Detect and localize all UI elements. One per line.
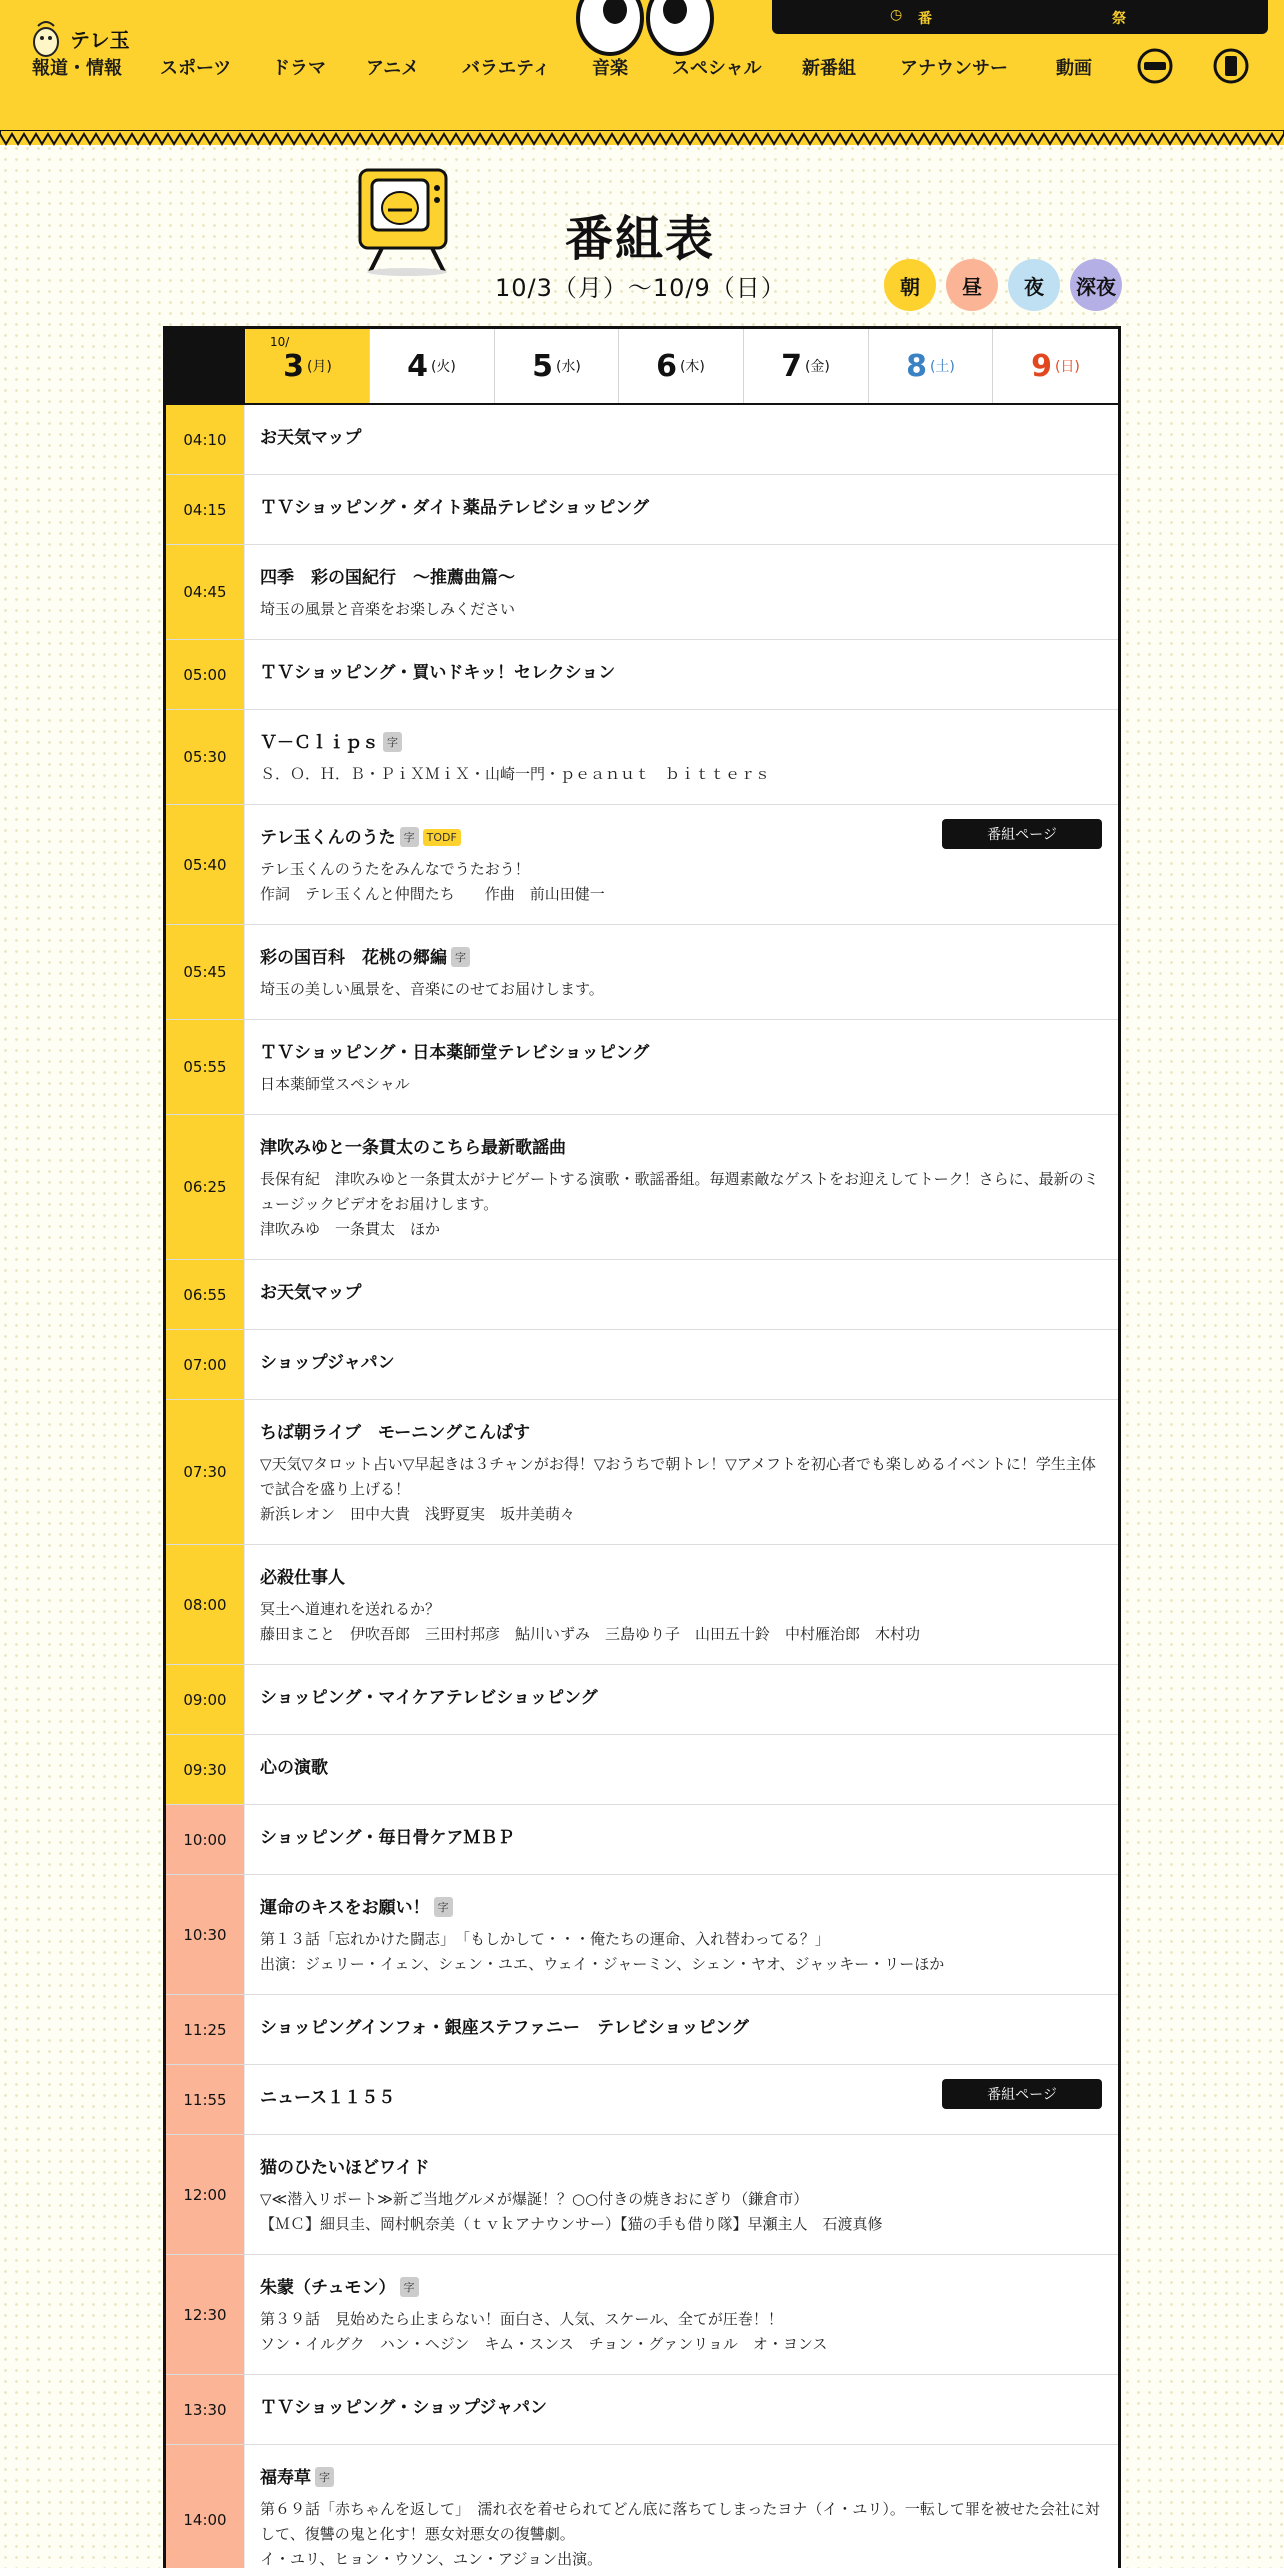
program-title: 四季 彩の国紀行 ～推薦曲篇～ — [260, 568, 515, 588]
day-tab-4[interactable] — [369, 329, 493, 403]
header-zigzag-edge — [0, 130, 1284, 150]
day-number: 6 — [656, 348, 677, 384]
program-credits: 津吹みゆ 一条貫太 ほか — [260, 1220, 441, 1238]
program-page-button[interactable]: 番組ページ — [942, 819, 1102, 849]
day-weekday: (火) — [430, 359, 456, 375]
caption-badge: 字 — [434, 1897, 453, 1917]
program-time: 07:00 — [166, 1330, 245, 1399]
program-credits: 藤田まこと 伊吹吾郎 三田村邦彦 鮎川いずみ 三島ゆり子 山田五十鈴 中村雁治郎 木村功 — [260, 1625, 921, 1643]
teletama-mascot-icon[interactable] — [1130, 38, 1180, 88]
caption-badge: 字 — [400, 827, 419, 847]
program-description: 埼玉の美しい風景を、音楽にのせてお届けします。 — [260, 980, 604, 998]
day-tab-7[interactable] — [743, 329, 867, 403]
program-title: ショップジャパン — [260, 1353, 395, 1373]
program-row[interactable] — [166, 2445, 1118, 2568]
program-time: 14:00 — [166, 2445, 245, 2568]
program-row[interactable] — [166, 640, 1118, 710]
clock-text-left: 番 — [918, 11, 932, 27]
day-weekday: (金) — [804, 359, 830, 375]
program-row[interactable] — [166, 405, 1118, 475]
program-time: 13:30 — [166, 2375, 245, 2444]
program-title: ＴＶショッピング・買いドキッ！セレクション — [260, 663, 616, 683]
program-title — [260, 728, 402, 753]
caption-badge: 字 — [451, 947, 470, 967]
day-weekday: (月) — [306, 359, 332, 375]
nav-announcers[interactable]: アナウンサー — [900, 58, 1008, 79]
program-row[interactable] — [166, 1400, 1118, 1545]
program-row[interactable] — [166, 475, 1118, 545]
program-time: 09:00 — [166, 1665, 245, 1734]
program-title — [260, 2273, 419, 2298]
day-tab-5[interactable] — [494, 329, 618, 403]
program-title: ＴＶショッピング・ダイト薬品テレビショッピング — [260, 498, 649, 518]
program-title: ショッピング・毎日骨ケアＭＢＰ — [260, 1828, 515, 1848]
program-description: 第６９話「赤ちゃんを返して」 濡れ衣を着せられてどん底に落ちてしまったヨナ（イ・ユリ）。一転して罪を被せた会社に対して、復讐の鬼と化す！悪女対悪女の復讐劇。 — [260, 2500, 1100, 2543]
program-time: 05:40 — [166, 805, 245, 924]
program-title — [260, 2463, 334, 2488]
nav-special[interactable]: スペシャル — [672, 58, 762, 79]
clock-bar — [772, 0, 1268, 34]
program-credits: 新浜レオン 田中大貴 浅野夏実 坂井美萌々 — [260, 1505, 576, 1523]
program-title: ＴＶショッピング・日本薬師堂テレビショッピング — [260, 1043, 650, 1063]
program-title-text: 福寿草 — [260, 2468, 311, 2488]
day-number: 9 — [1031, 348, 1052, 384]
program-description: テレ玉くんのうたをみんなでうたおう！ — [260, 860, 530, 878]
program-title: 津吹みゆと一条貫太のこちら最新歌謡曲 — [260, 1138, 566, 1158]
program-description: 埼玉の風景と音楽をお楽しみください — [260, 600, 516, 618]
program-row[interactable] — [166, 1875, 1118, 1995]
program-description: ▽≪潜入リポート≫新ご当地グルメが爆誕！？○○付きの焼きおにぎり（鎌倉市） — [260, 2190, 809, 2208]
day-weekday: (木) — [679, 359, 705, 375]
program-time: 09:30 — [166, 1735, 245, 1804]
program-credits: 作詞 テレ玉くんと仲間たち 作曲 前山田健一 — [260, 885, 605, 903]
program-row[interactable] — [166, 710, 1118, 805]
program-row[interactable] — [166, 1545, 1118, 1665]
program-title — [260, 823, 461, 848]
timezone-morning-button[interactable]: 朝 — [884, 259, 936, 311]
program-row[interactable] — [166, 1260, 1118, 1330]
teletama-app-icon[interactable] — [1206, 38, 1256, 88]
program-time: 06:25 — [166, 1115, 245, 1259]
program-title: 猫のひたいほどワイド — [260, 2158, 430, 2178]
day-selector — [166, 329, 1118, 405]
program-description: 第３９話 見始めたら止まらない！面白さ、人気、スケール、全てが圧巻！！ — [260, 2310, 783, 2328]
program-title: ショッピング・マイケアテレビショッピング — [260, 1688, 598, 1708]
program-row[interactable] — [166, 2255, 1118, 2375]
program-page-button[interactable]: 番組ページ — [942, 2079, 1102, 2109]
program-title-text: 運命のキスをお願い！ — [260, 1898, 430, 1918]
program-row[interactable] — [166, 1735, 1118, 1805]
day-number: 4 — [407, 348, 428, 384]
program-credits: イ・ユリ、ヒョン・ウソン、ユン・アジョン出演。 — [260, 2550, 603, 2568]
program-row[interactable] — [166, 1995, 1118, 2065]
program-title: ショッピングインフォ・銀座ステファニー テレビショッピング — [260, 2018, 749, 2038]
day-number: 3 — [283, 348, 304, 384]
day-tab-8[interactable] — [868, 329, 992, 403]
program-title: お天気マップ — [260, 1283, 362, 1303]
caption-badge: 字 — [400, 2277, 419, 2297]
nav-drama[interactable]: ドラマ — [272, 58, 326, 79]
clock-text-right: 祭 — [1112, 11, 1126, 27]
program-time: 12:30 — [166, 2255, 245, 2374]
program-time: 05:55 — [166, 1020, 245, 1114]
program-time: 05:45 — [166, 925, 245, 1019]
program-title — [260, 1893, 453, 1918]
program-title-text: 朱蒙（チュモン） — [260, 2278, 396, 2298]
program-title: 必殺仕事人 — [260, 1568, 345, 1588]
program-row[interactable] — [166, 2375, 1118, 2445]
program-row[interactable] — [166, 2065, 1118, 2135]
program-schedule — [163, 326, 1121, 2568]
program-description: 長保有紀 津吹みゆと一条貫太がナビゲートする演歌・歌謡番組。毎週素敵なゲストをお迎えしてトーク！さらに、最新のミュージックビデオをお届けします。 — [260, 1170, 1099, 1213]
program-credits: ソン・イルグク ハン・ヘジン キム・スンス チョン・グァンリョル オ・ヨンス — [260, 2335, 828, 2353]
program-title: ちば朝ライブ モーニングこんぱす — [260, 1423, 530, 1443]
program-description: 日本薬師堂スペシャル — [260, 1075, 410, 1093]
program-time: 12:00 — [166, 2135, 245, 2254]
mascot-eyes-icon — [565, 0, 725, 60]
program-description: 冥土へ道連れを送れるか？ — [260, 1600, 441, 1618]
program-description: ▽天気▽タロット占い▽早起きは３チャンがお得！▽おうちで朝トレ！▽アメフトを初心者でも楽しめるイベントに！学生主体で試合を盛り上げる！ — [260, 1455, 1096, 1498]
program-time: 10:00 — [166, 1805, 245, 1874]
program-row[interactable] — [166, 1115, 1118, 1260]
program-description: 第１３話「忘れかけた闘志」 「もしかして・・・俺たちの運命、入れ替わってる？」 — [260, 1930, 830, 1948]
caption-badge: 字 — [315, 2467, 334, 2487]
program-time: 11:25 — [166, 1995, 245, 2064]
page-title: 番組表 — [565, 211, 716, 267]
nav-sports[interactable]: スポーツ — [160, 58, 232, 79]
program-credits: 出演：ジェリー・イェン、シェン・ユエ、ウェイ・ジャーミン、シェン・ヤオ、ジャッキー・リーほか — [260, 1955, 945, 1973]
day-weekday: (水) — [555, 359, 581, 375]
timezone-daytime-button[interactable]: 昼 — [946, 259, 998, 311]
timezone-latenight-button[interactable]: 深夜 — [1070, 259, 1122, 311]
day-number: 8 — [906, 348, 927, 384]
program-row[interactable] — [166, 925, 1118, 1020]
todf-badge: TODF — [423, 829, 461, 846]
nav-news[interactable]: 報道・情報 — [32, 58, 122, 79]
program-row[interactable] — [166, 1665, 1118, 1735]
site-header — [0, 0, 1284, 145]
program-title: 心の演歌 — [260, 1758, 328, 1778]
program-row[interactable] — [166, 1330, 1118, 1400]
timezone-evening-button[interactable]: 夜 — [1008, 259, 1060, 311]
day-month: 10/ — [270, 335, 290, 349]
program-row[interactable] — [166, 805, 1118, 925]
day-weekday: (日) — [1054, 359, 1080, 375]
program-time: 11:55 — [166, 2065, 245, 2134]
program-title-text: 彩の国百科 花桃の郷編 — [260, 948, 447, 968]
program-time: 04:45 — [166, 545, 245, 639]
program-row[interactable] — [166, 545, 1118, 640]
program-row[interactable] — [166, 2135, 1118, 2255]
day-corner — [166, 329, 245, 403]
nav-music[interactable]: 音楽 — [592, 58, 628, 79]
program-time: 08:00 — [166, 1545, 245, 1664]
program-row[interactable] — [166, 1805, 1118, 1875]
program-time: 05:00 — [166, 640, 245, 709]
program-credits: 【ＭＣ】細貝圭、岡村帆奈美（ｔｖｋアナウンサー）【猫の手も借り隊】早瀬主人 石渡真修 — [260, 2215, 883, 2233]
day-number: 5 — [532, 348, 553, 384]
program-time: 04:15 — [166, 475, 245, 544]
day-weekday: (土) — [929, 359, 955, 375]
program-time: 10:30 — [166, 1875, 245, 1994]
day-tab-6[interactable] — [618, 329, 742, 403]
nav-video[interactable]: 動画 — [1056, 58, 1092, 79]
program-title: ＴＶショッピング・ショップジャパン — [260, 2398, 547, 2418]
program-title-text: Ｖ－Ｃｌｉｐｓ — [260, 733, 379, 753]
date-range: 10/3（月）〜10/9（日） — [495, 274, 786, 302]
program-row[interactable] — [166, 1020, 1118, 1115]
program-title: お天気マップ — [260, 428, 362, 448]
nav-variety[interactable]: バラエティ — [462, 58, 551, 79]
caption-badge: 字 — [383, 732, 402, 752]
logo-text[interactable]: テレ玉 — [70, 28, 130, 52]
program-title-text: テレ玉くんのうた — [260, 828, 396, 848]
day-tab-3[interactable] — [245, 329, 369, 403]
program-time: 04:10 — [166, 405, 245, 474]
tv-mascot-icon — [352, 168, 462, 276]
program-time: 07:30 — [166, 1400, 245, 1544]
program-time: 06:55 — [166, 1260, 245, 1329]
program-description: Ｓ．Ｏ．Ｈ．Ｂ・ＰｉＸＭｉＸ・山崎一門・ｐｅａｎｕｔ ｂｉｔｔｅｒｓ — [260, 765, 771, 783]
nav-new-programs[interactable]: 新番組 — [802, 58, 856, 79]
clock-icon: ◷ — [890, 7, 903, 23]
program-time: 05:30 — [166, 710, 245, 804]
day-tab-9[interactable] — [992, 329, 1118, 403]
program-title — [260, 943, 470, 968]
program-title: ニュース１１５５ — [260, 2088, 396, 2108]
day-number: 7 — [781, 348, 802, 384]
nav-anime[interactable]: アニメ — [366, 58, 420, 79]
